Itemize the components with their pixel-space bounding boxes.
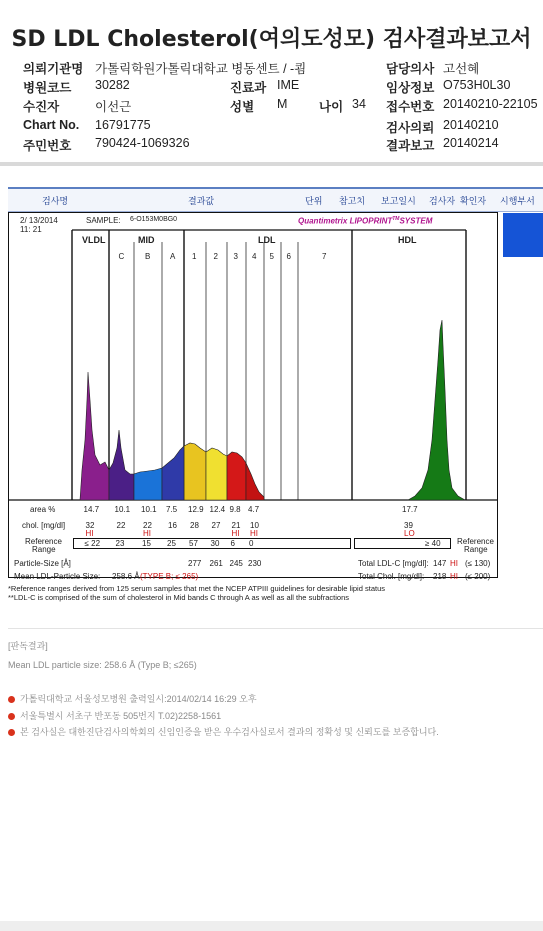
- particle-size-value: 277: [188, 559, 202, 568]
- band-label: 2: [213, 252, 218, 261]
- area-value: 9.8: [229, 505, 241, 514]
- total-chol-ref: (≤ 200): [465, 572, 491, 581]
- footnote-2: **LDL-C is comprised of the sum of cholesterol in Mid bands C through A as well as all the subfractions: [8, 593, 350, 602]
- band-area-c: [109, 430, 134, 500]
- band-label: B: [145, 252, 151, 261]
- band-label: C: [118, 252, 125, 261]
- electrophoresis-curves: [80, 320, 465, 500]
- separator: [0, 162, 543, 166]
- reference-value: ≤ 22: [84, 539, 101, 548]
- clinical-value: O753H0L30: [443, 78, 511, 92]
- patient-label: 수진자: [23, 100, 60, 114]
- ref-right: Reference: [457, 537, 494, 546]
- chol-value: 27: [211, 521, 221, 530]
- footnote-1: *Reference ranges derived from 125 serum samples that met the NCEP ATPIII guidelines for desirable lipid status: [8, 584, 385, 593]
- recv-label: 접수번호: [386, 100, 435, 114]
- reference-value: 57: [189, 539, 198, 548]
- note-2: 서울특별시 서초구 반포동 505번지 T.02)2258-1561: [8, 709, 221, 722]
- particle-size-value: 245: [229, 559, 243, 568]
- sample-id: 6-O153M0BG0: [130, 216, 178, 223]
- reference-value: 15: [142, 539, 151, 548]
- report-date: 2/ 13/2014: [20, 216, 58, 225]
- scroll-thumb[interactable]: [503, 213, 543, 257]
- reference-value: 23: [115, 539, 125, 548]
- hdl-reference: ≥ 40: [425, 539, 441, 548]
- band-grid: [9, 230, 498, 500]
- band-label: 5: [269, 252, 274, 261]
- report-time: 11: 21: [20, 225, 42, 234]
- chol-value: 10: [250, 521, 259, 530]
- chol-flag: HI: [85, 529, 94, 538]
- group-vldl: VLDL: [82, 235, 106, 245]
- col-result: 결과값: [188, 196, 215, 206]
- bullet-icon: [8, 713, 15, 720]
- band-area-4: [246, 463, 264, 500]
- clinical-label: 임상정보: [386, 81, 435, 95]
- chol-flag: HI: [143, 529, 151, 538]
- total-chol-label: Total Chol. [mg/dl]:: [358, 572, 425, 581]
- interpretation-text: Mean LDL particle size: 258.6 Å (Type B; ≤265): [8, 660, 197, 670]
- bottom-bar: [0, 921, 543, 931]
- chol-value: 22: [143, 521, 152, 530]
- report-date-label: 결과보고: [386, 139, 435, 153]
- col-reference: 참고치: [339, 196, 366, 206]
- area-value: 10.1: [114, 505, 131, 514]
- area-label: area %: [30, 505, 56, 514]
- patient-value: 이선근: [95, 100, 132, 114]
- total-ldl-flag: HI: [450, 559, 458, 568]
- ref-label: Reference: [25, 537, 62, 546]
- col-tester: 검사자: [429, 196, 456, 206]
- bullet-icon: [8, 696, 15, 703]
- chol-flag: HI: [231, 529, 240, 538]
- hosp-label: 병원코드: [23, 81, 72, 95]
- area-value: 12.9: [188, 505, 204, 514]
- dept-label: 진료과: [230, 81, 267, 95]
- inst-value: 가톨릭학원가톨릭대학교 병동센트 / -쾸: [95, 62, 307, 76]
- chol-value: 28: [190, 521, 199, 530]
- col-department: 시행부서: [500, 196, 535, 206]
- area-value: 14.7: [83, 505, 100, 514]
- band-label: A: [170, 252, 176, 261]
- group-hdl: HDL: [398, 235, 417, 245]
- footnotes: [8, 584, 385, 602]
- hosp-value: 30282: [95, 78, 130, 92]
- age-label: 나이: [319, 100, 344, 114]
- chol-value: 32: [85, 521, 95, 530]
- band-area-a: [162, 446, 184, 500]
- dept-value: IME: [277, 78, 300, 92]
- band-area-3: [227, 452, 246, 500]
- col-test-name: 검사명: [42, 196, 69, 206]
- chol-flag: LO: [404, 529, 415, 538]
- band-label: 7: [322, 252, 327, 261]
- interpretation-title: [판독결과]: [8, 641, 48, 651]
- area-value: 17.7: [402, 505, 418, 514]
- chol-value: 21: [231, 521, 241, 530]
- mean-ldl-label: Mean LDL-Particle Size:: [14, 572, 101, 581]
- note-1: 가톨릭대학교 서울성모병원 출력일시:2014/02/14 16:29 오후: [8, 692, 257, 705]
- total-ldl-ref: (≤ 130): [465, 559, 491, 568]
- total-ldl-label: Total LDL-C [mg/dl]:: [358, 559, 429, 568]
- col-unit: 단위: [305, 196, 323, 206]
- col-report-time: 보고일시: [381, 196, 416, 206]
- sex-label: 성별: [230, 100, 255, 114]
- band-label: 6: [286, 252, 291, 261]
- particle-size-value: 230: [248, 559, 262, 568]
- total-chol-value: 218: [433, 572, 447, 581]
- band-label: 3: [233, 252, 238, 261]
- ref-right-2: Range: [464, 545, 488, 554]
- sex-value: M: [277, 97, 288, 111]
- report-date-value: 20140214: [443, 136, 499, 150]
- divider: [8, 628, 543, 629]
- sample-label: SAMPLE:: [86, 216, 121, 225]
- doctor-label: 담당의사: [386, 62, 435, 76]
- reference-value: 25: [167, 539, 176, 548]
- age-value: 34: [352, 97, 366, 111]
- group-mid: MID: [138, 235, 155, 245]
- chol-value: 22: [116, 521, 126, 530]
- reference-value: 30: [210, 539, 220, 548]
- band-area-b: [134, 468, 162, 500]
- req-label: 검사의뢰: [386, 121, 435, 135]
- report-title: SD LDL Cholesterol(여의도성모) 검사결과보고서: [11, 27, 532, 52]
- col-confirmer: 확인자: [460, 196, 487, 206]
- recv-value: 20140210-22105: [443, 97, 538, 111]
- ref-label-2: Range: [32, 545, 56, 554]
- chol-value: 39: [404, 521, 413, 530]
- group-ldl: LDL: [258, 235, 276, 245]
- chol-flag: HI: [250, 529, 258, 538]
- chol-value: 16: [168, 521, 177, 530]
- area-value: 7.5: [166, 505, 178, 514]
- chol-label: chol. [mg/dl]: [22, 521, 66, 530]
- reference-box: [73, 538, 351, 549]
- total-chol-flag: HI: [450, 572, 458, 581]
- mean-ldl-value: 258.6 Å: [112, 572, 140, 581]
- id-value: 790424-1069326: [95, 136, 190, 150]
- result-table-header: [8, 187, 543, 212]
- chart-label: Chart No.: [23, 118, 80, 132]
- brand-logo: Quantimetrix LIPOPRINT™SYSTEM: [298, 216, 433, 226]
- band-label: 1: [192, 252, 197, 261]
- area-value: 10.1: [141, 505, 157, 514]
- id-label: 주민번호: [23, 139, 72, 153]
- band-area-2: [206, 448, 227, 500]
- chart-value: 16791775: [95, 118, 151, 132]
- req-value: 20140210: [443, 118, 499, 132]
- doctor-value: 고선혜: [443, 62, 480, 76]
- note-3: 본 검사실은 대한진단검사의학회의 신임인증을 받은 우수검사실로서 결과의 정확성 및 신뢰도를 보증합니다.: [8, 725, 439, 738]
- area-value: 4.7: [248, 505, 260, 514]
- reference-value: 0: [249, 539, 254, 548]
- particle-label: Particle-Size [Å]: [14, 559, 71, 568]
- reference-value: 6: [230, 539, 235, 548]
- inst-label: 의뢰기관명: [23, 62, 84, 76]
- bullet-icon: [8, 729, 15, 736]
- total-ldl-value: 147: [433, 559, 447, 568]
- particle-size-value: 261: [209, 559, 223, 568]
- band-label: 4: [252, 252, 257, 261]
- band-area-vldl: [80, 372, 109, 500]
- band-area-1: [184, 443, 206, 500]
- mean-ldl-type: (TYPE B; ≤ 265): [140, 572, 199, 581]
- area-value: 12.4: [209, 505, 226, 514]
- band-area-hdl: [408, 320, 465, 500]
